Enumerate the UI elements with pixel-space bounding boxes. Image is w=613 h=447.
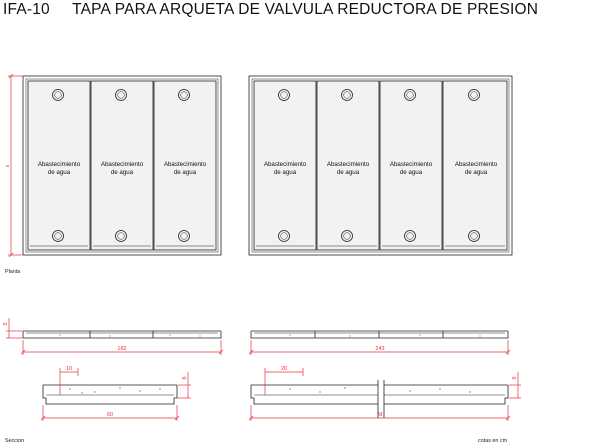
plan-small-cover <box>23 76 221 255</box>
thickness-dimension <box>3 318 22 338</box>
cover-plate <box>91 81 153 250</box>
cover-plate <box>443 81 507 250</box>
plate-label-line1: Abastecimiento <box>389 161 433 168</box>
section-label: Seccion <box>5 438 25 444</box>
plate-label-line2: de agua <box>336 169 360 176</box>
large-offset-dimension <box>265 366 303 395</box>
large-detail-thickness-text: 6 <box>512 376 518 380</box>
plan-height-text: x <box>5 164 11 168</box>
small-detail-length-dimension <box>41 405 179 421</box>
cover-plate <box>154 81 216 250</box>
plate-label-line1: Abastecimiento <box>163 161 207 168</box>
plate-label-line2: de agua <box>399 169 423 176</box>
cover-plate <box>28 81 90 250</box>
small-offset-dimension <box>60 366 78 395</box>
cover-plate <box>254 81 316 250</box>
plate-label-line1: Abastecimiento <box>37 161 81 168</box>
large-detail-thickness-dimension <box>509 372 521 398</box>
section-small-cover <box>23 331 221 338</box>
small-offset-text: 10 <box>65 366 73 372</box>
plate-label-line1: Abastecimiento <box>100 161 144 168</box>
large-length-dimension <box>249 340 510 355</box>
large-offset-text: 20 <box>280 366 288 372</box>
plan-label: Planta <box>5 269 21 275</box>
plate-label-line2: de agua <box>273 169 297 176</box>
small-detail-thickness-text: 6 <box>182 376 188 380</box>
thickness-text: 5 <box>3 322 9 326</box>
small-length-dimension <box>21 340 223 355</box>
plate-label-line2: de agua <box>464 169 488 176</box>
plate-label-line2: de agua <box>47 169 71 176</box>
units-note: cotas en cm <box>478 438 508 444</box>
plan-height-dimension <box>5 74 22 257</box>
large-length-text: 243 <box>375 346 385 352</box>
small-length-text: 182 <box>117 346 127 352</box>
large-detail-length-dimension <box>249 405 510 421</box>
cover-plate <box>317 81 379 250</box>
plate-label-line2: de agua <box>173 169 197 176</box>
plate-label-line1: Abastecimiento <box>454 161 498 168</box>
detail-small-plate <box>43 385 177 404</box>
plate-label-line2: de agua <box>110 169 134 176</box>
plate-label-line1: Abastecimiento <box>263 161 307 168</box>
cover-plate <box>380 81 442 250</box>
section-large-cover <box>251 331 508 338</box>
small-detail-thickness-dimension <box>178 372 191 398</box>
large-detail-length-text: M <box>377 412 383 418</box>
drawing-title: IFA-10 TAPA PARA ARQUETA DE VALVULA REDUCTORA DE PRESION <box>3 1 539 18</box>
plan-large-cover <box>249 76 512 255</box>
small-detail-length-text: 60 <box>106 412 114 418</box>
plate-label-line1: Abastecimiento <box>326 161 370 168</box>
